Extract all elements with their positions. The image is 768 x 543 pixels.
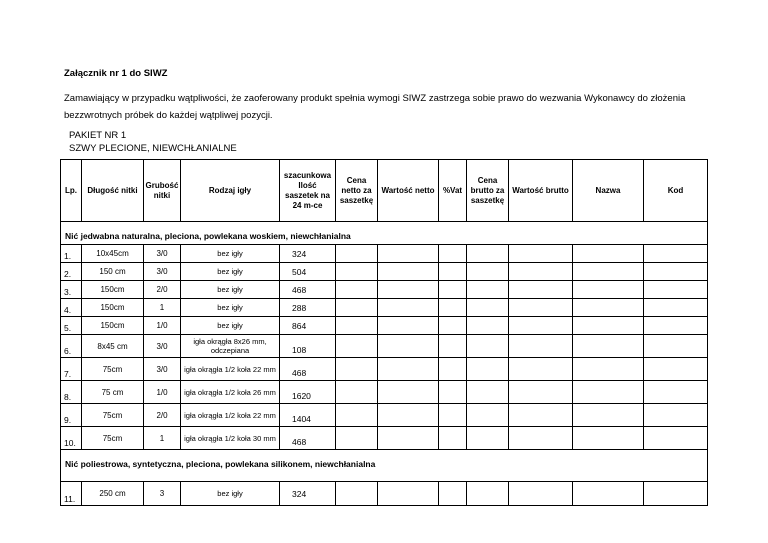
row-gross-value xyxy=(509,263,573,281)
header-gross-value: Wartość brutto xyxy=(509,160,573,222)
row-length: 150cm xyxy=(82,281,144,299)
row-lp: 4. xyxy=(61,299,82,317)
package-number: PAKIET NR 1 xyxy=(69,130,127,141)
row-length: 10x45cm xyxy=(82,245,144,263)
row-gross-value xyxy=(509,317,573,335)
row-net-price xyxy=(336,404,378,427)
row-length: 150cm xyxy=(82,317,144,335)
row-gross-price xyxy=(467,427,509,450)
row-thickness: 1/0 xyxy=(144,381,181,404)
row-name xyxy=(573,299,644,317)
row-gross-price xyxy=(467,358,509,381)
row-gross-price xyxy=(467,482,509,506)
row-length: 150cm xyxy=(82,299,144,317)
section-title: Nić jedwabna naturalna, pleciona, powlekana woskiem, niewchłanialna xyxy=(61,222,708,245)
row-net-value xyxy=(378,281,439,299)
row-length: 75cm xyxy=(82,427,144,450)
row-quantity: 468 xyxy=(280,358,336,381)
row-name xyxy=(573,317,644,335)
row-net-price xyxy=(336,358,378,381)
row-quantity: 504 xyxy=(280,263,336,281)
row-lp: 11. xyxy=(61,482,82,506)
row-gross-price xyxy=(467,281,509,299)
row-vat xyxy=(439,482,467,506)
row-net-price xyxy=(336,381,378,404)
row-lp: 8. xyxy=(61,381,82,404)
row-gross-value xyxy=(509,335,573,358)
row-gross-value xyxy=(509,404,573,427)
table-row xyxy=(61,317,708,335)
row-length: 250 cm xyxy=(82,482,144,506)
table-header-row xyxy=(61,160,708,222)
row-needle-type: bez igły xyxy=(181,317,280,335)
row-code xyxy=(644,245,708,263)
row-needle-type: bez igły xyxy=(181,245,280,263)
row-gross-value xyxy=(509,245,573,263)
row-lp: 7. xyxy=(61,358,82,381)
row-gross-value xyxy=(509,427,573,450)
row-vat xyxy=(439,381,467,404)
row-net-price xyxy=(336,263,378,281)
row-thickness: 2/0 xyxy=(144,404,181,427)
row-code xyxy=(644,335,708,358)
row-code xyxy=(644,404,708,427)
section-title: Nić poliestrowa, syntetyczna, pleciona, powlekana silikonem, niewchłanialna xyxy=(61,450,708,482)
row-lp: 3. xyxy=(61,281,82,299)
row-needle-type: bez igły xyxy=(181,263,280,281)
row-gross-value xyxy=(509,299,573,317)
row-net-price xyxy=(336,245,378,263)
row-gross-price xyxy=(467,263,509,281)
table-row xyxy=(61,335,708,358)
row-gross-price xyxy=(467,335,509,358)
row-quantity: 864 xyxy=(280,317,336,335)
row-lp: 2. xyxy=(61,263,82,281)
package-heading xyxy=(69,129,237,155)
table-row xyxy=(61,299,708,317)
row-code xyxy=(644,358,708,381)
row-name xyxy=(573,335,644,358)
header-net-price: Cena netto za saszetkę xyxy=(336,160,378,222)
row-code xyxy=(644,263,708,281)
row-code xyxy=(644,281,708,299)
table-row xyxy=(61,263,708,281)
row-quantity: 108 xyxy=(280,335,336,358)
row-gross-price xyxy=(467,404,509,427)
row-needle-type: igła okrągła 1/2 koła 22 mm xyxy=(181,404,280,427)
table-row xyxy=(61,358,708,381)
header-gross-price: Cena brutto za saszetkę xyxy=(467,160,509,222)
table-row xyxy=(61,427,708,450)
table-row xyxy=(61,281,708,299)
row-net-price xyxy=(336,482,378,506)
header-needle-type: Rodzaj igły xyxy=(181,160,280,222)
row-lp: 6. xyxy=(61,335,82,358)
row-quantity: 468 xyxy=(280,427,336,450)
row-thickness: 3/0 xyxy=(144,335,181,358)
row-gross-price xyxy=(467,299,509,317)
row-name xyxy=(573,381,644,404)
row-net-value xyxy=(378,358,439,381)
row-length: 150 cm xyxy=(82,263,144,281)
row-net-value xyxy=(378,245,439,263)
section-row xyxy=(61,222,708,245)
row-thickness: 1 xyxy=(144,427,181,450)
row-needle-type: igła okrągła 1/2 koła 26 mm xyxy=(181,381,280,404)
header-code: Kod xyxy=(644,160,708,222)
row-quantity: 468 xyxy=(280,281,336,299)
row-net-price xyxy=(336,317,378,335)
row-vat xyxy=(439,358,467,381)
row-gross-value xyxy=(509,482,573,506)
row-quantity: 1404 xyxy=(280,404,336,427)
section-row xyxy=(61,450,708,482)
row-length: 75 cm xyxy=(82,381,144,404)
price-table xyxy=(60,159,708,506)
row-quantity: 324 xyxy=(280,482,336,506)
row-quantity: 1620 xyxy=(280,381,336,404)
row-net-value xyxy=(378,404,439,427)
row-net-price xyxy=(336,427,378,450)
row-needle-type: bez igły xyxy=(181,281,280,299)
intro-paragraph: Zamawiający w przypadku wątpliwości, że zaoferowany produkt spełnia wymogi SIWZ zastrzega sobie prawo do wezwania Wykonawcy do złożenia bezzwrotnych próbek do każdej wątpliwej pozycji. xyxy=(64,93,686,121)
row-net-value xyxy=(378,317,439,335)
row-name xyxy=(573,263,644,281)
header-thickness: Grubość nitki xyxy=(144,160,181,222)
row-name xyxy=(573,482,644,506)
row-name xyxy=(573,245,644,263)
row-gross-price xyxy=(467,381,509,404)
row-length: 75cm xyxy=(82,358,144,381)
header-vat: %Vat xyxy=(439,160,467,222)
header-net-value: Wartość netto xyxy=(378,160,439,222)
row-thickness: 1/0 xyxy=(144,317,181,335)
row-net-value xyxy=(378,482,439,506)
row-lp: 10. xyxy=(61,427,82,450)
row-needle-type: igła okrągła 1/2 koła 30 mm xyxy=(181,427,280,450)
row-thickness: 1 xyxy=(144,299,181,317)
row-net-price xyxy=(336,335,378,358)
table-row xyxy=(61,245,708,263)
row-vat xyxy=(439,427,467,450)
row-thickness: 3 xyxy=(144,482,181,506)
row-length: 8x45 cm xyxy=(82,335,144,358)
page-title: Załącznik nr 1 do SIWZ xyxy=(64,68,168,79)
row-gross-value xyxy=(509,381,573,404)
row-quantity: 324 xyxy=(280,245,336,263)
row-net-value xyxy=(378,381,439,404)
header-quantity: szacunkowa Ilość saszetek na 24 m-ce xyxy=(280,160,336,222)
row-name xyxy=(573,404,644,427)
header-lp: Lp. xyxy=(61,160,82,222)
row-needle-type: bez igły xyxy=(181,299,280,317)
row-net-value xyxy=(378,263,439,281)
row-code xyxy=(644,381,708,404)
row-name xyxy=(573,358,644,381)
row-needle-type: bez igły xyxy=(181,482,280,506)
row-quantity: 288 xyxy=(280,299,336,317)
row-vat xyxy=(439,299,467,317)
row-thickness: 3/0 xyxy=(144,263,181,281)
row-name xyxy=(573,427,644,450)
row-vat xyxy=(439,317,467,335)
row-gross-value xyxy=(509,281,573,299)
row-thickness: 3/0 xyxy=(144,358,181,381)
package-name: SZWY PLECIONE, NIEWCHŁANIALNE xyxy=(69,143,237,154)
row-vat xyxy=(439,263,467,281)
row-code xyxy=(644,482,708,506)
row-lp: 1. xyxy=(61,245,82,263)
row-length: 75cm xyxy=(82,404,144,427)
row-gross-value xyxy=(509,358,573,381)
table-row xyxy=(61,381,708,404)
row-lp: 9. xyxy=(61,404,82,427)
row-code xyxy=(644,299,708,317)
row-needle-type: igła okrągła 8x26 mm, odczepiana xyxy=(181,335,280,358)
header-name: Nazwa xyxy=(573,160,644,222)
row-name xyxy=(573,281,644,299)
row-code xyxy=(644,427,708,450)
row-code xyxy=(644,317,708,335)
row-lp: 5. xyxy=(61,317,82,335)
row-net-price xyxy=(336,299,378,317)
table-row xyxy=(61,482,708,506)
row-gross-price xyxy=(467,317,509,335)
row-thickness: 3/0 xyxy=(144,245,181,263)
row-vat xyxy=(439,335,467,358)
row-net-value xyxy=(378,427,439,450)
row-net-price xyxy=(336,281,378,299)
row-gross-price xyxy=(467,245,509,263)
table-row xyxy=(61,404,708,427)
header-length: Długość nitki xyxy=(82,160,144,222)
row-vat xyxy=(439,281,467,299)
row-vat xyxy=(439,404,467,427)
row-vat xyxy=(439,245,467,263)
row-net-value xyxy=(378,335,439,358)
row-thickness: 2/0 xyxy=(144,281,181,299)
row-net-value xyxy=(378,299,439,317)
row-needle-type: igła okrągła 1/2 koła 22 mm xyxy=(181,358,280,381)
